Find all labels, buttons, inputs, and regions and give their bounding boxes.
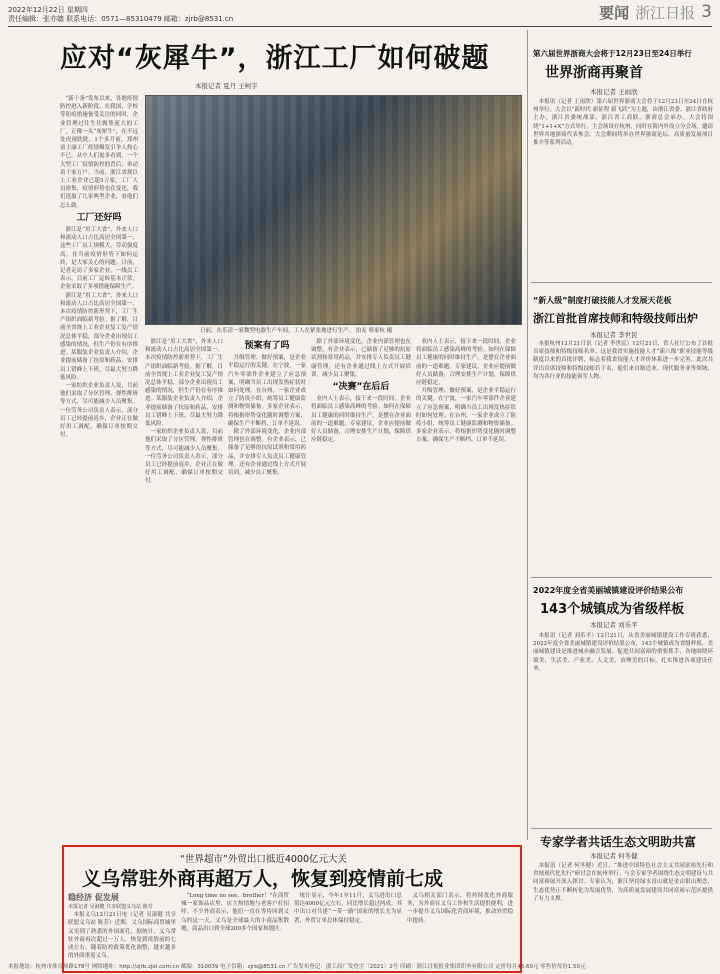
boxed-col-2-text: “Long time no see，brother！”在商贸城一家饰品店里，店主热情地与老客户打招呼。不少外商表示，他们一直在等待回到义乌的这一天。义乌是全球最大的小商品集散地，商品出口到全球200多个国家和地区。 (181, 893, 289, 932)
main-col-1-text4: 一家纺织企业负责人说，目前他们采取了分区管理、弹性排班等方式，尽可能减少人员聚集。一位劳务公司负责人表示，部分员工已经提前返乡，企业正在做好用工调配，确保订单按期交付。 (60, 382, 138, 439)
right-story-4-headline: 专家学者共话生态文明助共富 (540, 835, 697, 849)
header-date: 2022年12月22日 星期四 (8, 6, 88, 14)
masthead (599, 0, 712, 24)
main-col-1-text2: 浙江是“用工大省”。外来人口和流动人口占比高居全国第一，这些工厂员工规模大、劳动强度高，在当前疫情形势下如何运转，是大家关心的问题。日前，记者走访了多家企业，一线员工表示，目前工厂运转基本正常，企业采取了多项措施保障生产。 (60, 227, 138, 291)
boxed-col-2 (181, 892, 289, 965)
boxed-tag: 稳经济 促发展 (68, 893, 119, 902)
main-col-2-text: 浙江是“用工大省”，外来人口和流动人口占比高居全国第一。本次疫情防控新形势下，工厂生产组织面临新考验。据了解，目前全省规上工业企业复工复产情况总体平稳，部分企业出现员工感染的情况，但生产仍在有序推进。某服装企业负责人介绍，企业提前储备了抗原和药品，安排员工错峰上下班，尽最大努力降低风险。 (145, 339, 223, 428)
boxed-byline: 本报记者 吴淑健 共享联盟义乌站 陈芳 (68, 904, 153, 910)
main-col-1-text: “新十条”发布以来，各地疫情防控进入新阶段。在我国，学校等防疫措施备受关注的同时，企业管理过往生往甄集庞大的工厂，正像一头“灰犀牛”，在不远处虎视眈眈。1个多月前，郑州富士康工厂疫情爆发引争人热心不已。从中人们更多看到，一个大型工厂疫情防控的背后，牵动着千家万户。当前，浙江省规以上工业企业已超5万家，工厂人员密集，疫情形势也在变化，我们选取了几家典型企业，看他们怎么做。 (60, 96, 138, 209)
main-byline: 本报记者 夏丹 王柯宇 (195, 82, 258, 90)
main-col-1 (60, 95, 138, 835)
boxed-col-3 (294, 892, 402, 965)
main-col-3-text: 升级管理、做好预案，是企业平稳运行的关键。在宁波，一家汽车零部件企业建立了应急预案，明确当员工出现发热症状时如何处理。在台州，一家企业成立了防疫小组，统筹员工健康监测和物资储备。多家企业表示，将根据形势变化随时调整方案，确保生产不断档、订单不延误。 (228, 355, 306, 427)
boxed-col-1-text: 本报义乌12月21日电（记者 吴淑健 共享联盟义乌站 陈芳）近期，义乌国际商贸城里又见到了熟悉的外国面孔。据统计，义乌常驻外商再次超过一万人，恢复到疫情前的七成左右。随着防控政策优化调整，越来越多的外商重返义乌。 (68, 912, 176, 960)
main-col-5 (416, 338, 516, 838)
main-col-4-text: 除了外部环境变化，企业内部管理也在调整。有企业表示，已储备了足够的抗原试剂和常用药品，并安排专人负责员工健康管理。还有企业通过线上方式开展培训，减少员工聚集。 (311, 339, 411, 378)
main-col-2-text2: 一家纺织企业负责人说，目前他们采取了分区管理、弹性排班等方式，尽可能减少人员聚集。一位劳务公司负责人表示，部分员工已经提前返乡，企业正在做好用工调配，确保订单按期交付。 (145, 429, 223, 485)
section-name: 要闻 (599, 3, 630, 22)
right-story-4-body (533, 862, 713, 958)
subhead-2: 预案有了吗 (244, 341, 290, 351)
boxed-col-3-text: 统计显示，今年1至11月，义乌进出口总值达4000亿元左右，同比增长超过两成。其中出口对共建“一带一路”国家的增长尤为显著，外贸订单总体保持稳定。 (294, 893, 402, 924)
right-story-1-kicker: 第六届世界浙商大会将于12月23日至24日举行 (533, 49, 692, 58)
right-story-1-headline: 世界浙商再聚首 (545, 65, 643, 81)
paper-name: 浙江日报 (635, 3, 696, 22)
subhead-1: 工厂还好吗 (76, 212, 122, 223)
right-story-4-text: 本报讯（记者 何冬健）近日，“推进中国特色社会主义共同富裕先行和省域现代化先行”研讨会在杭州举行。与会专家学者围绕生态文明建设与共同富裕展开深入探讨。专家认为，浙江坚持绿水青山就是金山银山理念，生态优势正不断转化为发展优势，为高质量发展建设共同富裕示范区提供了有力支撑。 (533, 863, 713, 902)
header-info (8, 6, 233, 24)
main-col-3-text2: 除了外部环境变化，企业内部管理也在调整。有企业表示，已储备了足够的抗原试剂和常用药品，并安排专人负责员工健康管理。还有企业通过线上方式开展培训，减少员工聚集。 (228, 429, 306, 477)
page-footer: 本报地址：杭州市体育场路178号 网络地址：http://zjrb.zjol.com.cn 邮编：310039 电子信箱：zjrb@8531.cn 广告发布登记：浙工商广发登字〔2021〕2号 印刷：浙江日报报业集团印务有限公司 定价每月45.60元 零售价每份1.50元 (8, 964, 586, 970)
boxed-kicker: “世界超市”外贸出口抵近4000亿元大关 (180, 854, 348, 865)
right-divider-1 (531, 282, 712, 283)
boxed-col-4-text: 义乌相关部门表示，将持续优化外商服务，为外商在义乌工作和生活提供便利，进一步提升义乌国际化营商环境，推动外贸稳中提质。 (407, 893, 513, 924)
right-story-2-kicker: “新人级”制度打破技能人才发展天花板 (533, 296, 672, 305)
right-story-3-byline: 本报记者 刘乐平 (590, 621, 638, 629)
right-story-3-body (533, 632, 713, 822)
main-col-3 (228, 338, 306, 838)
right-story-2-byline: 本报记者 李世民 (590, 331, 638, 339)
main-headline: 应对“灰犀牛”，浙江工厂如何破题 (60, 43, 490, 74)
right-story-2-headline: 浙江首批首席技师和特级技师出炉 (533, 312, 698, 325)
header-editor: 责任编辑：张亦嫱 联系电话：0571—85310479 邮箱：zjrb@8531.cn (8, 15, 234, 23)
main-col-1-text3: 浙江是“用工大省”，外来人口和流动人口占比高居全国第一。本次疫情防控新形势下，工厂生产组织面临新考验。据了解，目前全省规上工业企业复工复产情况总体平稳，部分企业出现员工感染的情况，但生产仍在有序推进。某服装企业负责人介绍，企业提前储备了抗原和药品，安排员工错峰上下班，尽最大努力降低风险。 (60, 292, 138, 381)
main-col-4 (311, 338, 411, 838)
header-rule (8, 26, 712, 27)
main-col-5-text2: 升级管理、做好预案，是企业平稳运行的关键。在宁波，一家汽车零部件企业建立了应急预案，明确当员工出现发热症状时如何处理。在台州，一家企业成立了防疫小组，统筹员工健康监测和物资储备。多家企业表示，将根据形势变化随时调整方案，确保生产不断档、订单不延误。 (416, 388, 516, 444)
column-divider (527, 30, 528, 840)
factory-photo (145, 95, 522, 325)
right-story-2-text: 本报杭州12月21日讯（记者 李世民）12月21日，省人社厅公布了首批首席技师和特级技师名单。这是我省实施技能人才“新八级”职业技能等级制度以来的首批评聘，标志着我省技能人才评价体系进一步完善。此次共评出首席技师和特级技师若干名，他们来自制造业、现代服务业等领域，均为各行业的技能领军人物。 (533, 341, 713, 380)
main-col-2 (145, 338, 223, 838)
right-story-4-byline: 本报记者 何冬健 (590, 852, 638, 860)
right-divider-3 (531, 828, 712, 829)
right-story-1-body (533, 98, 713, 278)
right-story-3-kicker: 2022年度全省美丽城镇建设评价结果公布 (533, 586, 684, 595)
right-story-2-body (533, 340, 713, 570)
boxed-col-1 (68, 903, 176, 965)
boxed-col-4 (407, 892, 513, 965)
right-story-1-text: 本报讯（记者 王雨欣）第六届世界浙商大会将于12月23日至24日在杭州举行。大会以“新时代 新征程 新飞跃”为主题，由浙江省委、浙江省政府主办，浙江省委统战部、浙江省工商联、浙商总会承办。大会将围绕“1+1+X”方式举行，主会场设在杭州，同时在海内外设立分会场，邀请世界各地浙商代表参会。大会期间将举办世界浙商论坛、高质量发展项目推介等系列活动。 (533, 99, 713, 147)
photo-caption: 日前，在乐清一家微型电器生产车间，工人在紧张地进行生产。 拍友 蔡家杭 摄 (200, 328, 393, 334)
main-col-5-text: 业内人士表示，接下来一段时间，企业将面临员工感染高峰的考验。如何在保障员工健康的同时维持生产，是摆在企业面前的一道难题。专家建议，企业应提前做好人员储备，合理安排生产计划，保障供应链稳定。 (416, 339, 516, 387)
right-story-3-text: 本报讯（记者 刘乐平）12月21日，从省美丽城镇建设工作专班获悉，2022年度全省美丽城镇建设评价结果公布，143个城镇成为省级样板。美丽城镇建设是推进城乡融合发展、促进共同富裕的重要抓手，各地围绕环境美、生活美、产业美、人文美、治理美的目标，扎实推进各项建设任务。 (533, 633, 713, 672)
right-divider-2 (531, 577, 712, 578)
photo-texture (146, 96, 521, 324)
page-number: 3 (701, 2, 712, 22)
boxed-headline: 义乌常驻外商再超万人，恢复到疫情前七成 (82, 868, 444, 890)
subhead-3: “决赛”在后后 (332, 382, 390, 393)
right-story-1-byline: 本报记者 王雨欣 (590, 88, 638, 96)
main-col-4-text2: 业内人士表示，接下来一段时间，企业将面临员工感染高峰的考验。如何在保障员工健康的同时维持生产，是摆在企业面前的一道难题。专家建议，企业应提前做好人员储备，合理安排生产计划，保障供应链稳定。 (311, 396, 411, 444)
right-story-3-headline: 143个城镇成为省级样板 (540, 602, 685, 617)
